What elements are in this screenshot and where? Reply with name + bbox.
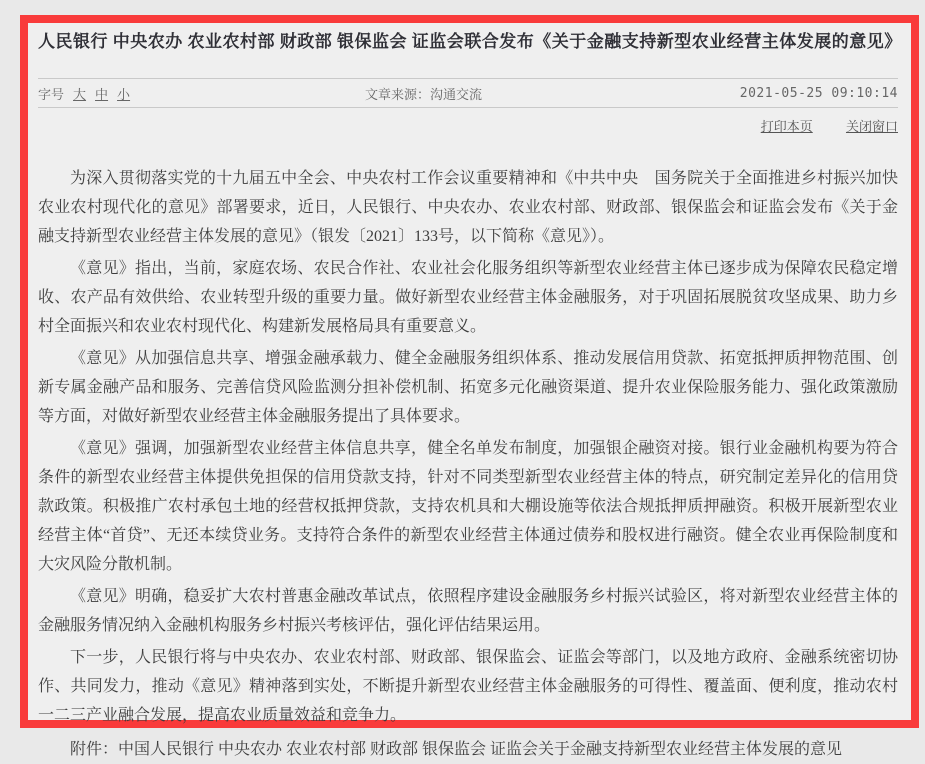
article-datetime: 2021-05-25 09:10:14 [739, 85, 898, 101]
close-window-link[interactable]: 关闭窗口 [845, 119, 898, 134]
article-paragraph: 《意见》指出，当前，家庭农场、农民合作社、农业社会化服务组织等新型农业经营主体已逐步成为保障农民稳定增收、农产品有效供给、农业转型升级的重要力量。做好新型农业经营主体金融服务，对于巩固拓展脱贫攻坚成果、助力乡村全面振兴和农业农村现代化、构建新发展格局具有重要意义。 [38, 260, 898, 335]
article-paragraph: 为深入贯彻落实党的十九届五中全会、中央农村工作会议重要精神和《中共中央 国务院关于全面推进乡村振兴加快农业农村现代化的意见》部署要求，近日，人民银行、中央农办、农业农村部、财政部、银保监会和证监会发布《关于金融支持新型农业经营主体发展的意见》（银发〔2021〕133号，以下简称《意见》）。 [38, 170, 898, 245]
font-size-medium-link[interactable]: 中 [95, 86, 109, 102]
article-meta-toolbar [38, 78, 898, 108]
article-paragraph: 《意见》从加强信息共享、增强金融承载力、健全金融服务组织体系、推动发展信用贷款、拓宽抵押质押物范围、创新专属金融产品和服务、完善信贷风险监测分担补偿机制、拓宽多元化融资渠道、提升农业保险服务能力、强化政策激励等方面，对做好新型农业经营主体金融服务提出了具体要求。 [38, 350, 898, 425]
font-size-controls [38, 84, 365, 103]
print-page-link[interactable]: 打印本页 [760, 119, 813, 134]
article-paragraph: 下一步，人民银行将与中央农办、农业农村部、财政部、银保监会、证监会等部门，以及地方政府、金融系统密切协作、共同发力，推动《意见》精神落到实处，不断提升新型农业经营主体金融服务的可得性、覆盖面、便利度，推动农村一二三产业融合发展，提高农业质量效益和竞争力。 [38, 649, 898, 724]
page-actions [38, 108, 898, 138]
article-body [38, 164, 898, 764]
article-source [365, 84, 740, 103]
article-source-label: 文章来源： [365, 86, 431, 102]
font-size-small-link[interactable]: 小 [117, 86, 131, 102]
article-page-frame [20, 15, 919, 758]
article-paragraph: 《意见》明确，稳妥扩大农村普惠金融改革试点，依照程序建设金融服务乡村振兴试验区，将对新型农业经营主体的金融服务情况纳入金融机构服务乡村振兴考核评估，强化评估结果运用。 [38, 588, 898, 634]
article-paragraph: 《意见》强调，加强新型农业经营主体信息共享，健全名单发布制度，加强银企融资对接。银行业金融机构要为符合条件的新型农业经营主体提供免担保的信用贷款支持，针对不同类型新型农业经营主体的特点，研究制定差异化的信用贷款政策。积极推广农村承包土地的经营权抵押贷款，支持农机具和大棚设施等依法合规抵押质押融资。积极开展新型农业经营主体“首贷”、无还本续贷业务。支持符合条件的新型农业经营主体通过债券和股权进行融资。健全农业再保险制度和大灾风险分散机制。 [38, 440, 898, 573]
attachment-link[interactable]: 附件：中国人民银行 中央农办 农业农村部 财政部 银保监会 证监会关于金融支持新型农业经营主体发展的意见 [70, 741, 843, 758]
article-page-content [28, 23, 911, 764]
page-title: 人民银行 中央农办 农业农村部 财政部 银保监会 证监会联合发布《关于金融支持新型农业经营主体发展的意见》 [38, 32, 902, 51]
article-source-value: 沟通交流 [430, 86, 483, 102]
font-size-large-link[interactable]: 大 [73, 86, 87, 102]
font-size-label: 字号 [38, 86, 65, 102]
